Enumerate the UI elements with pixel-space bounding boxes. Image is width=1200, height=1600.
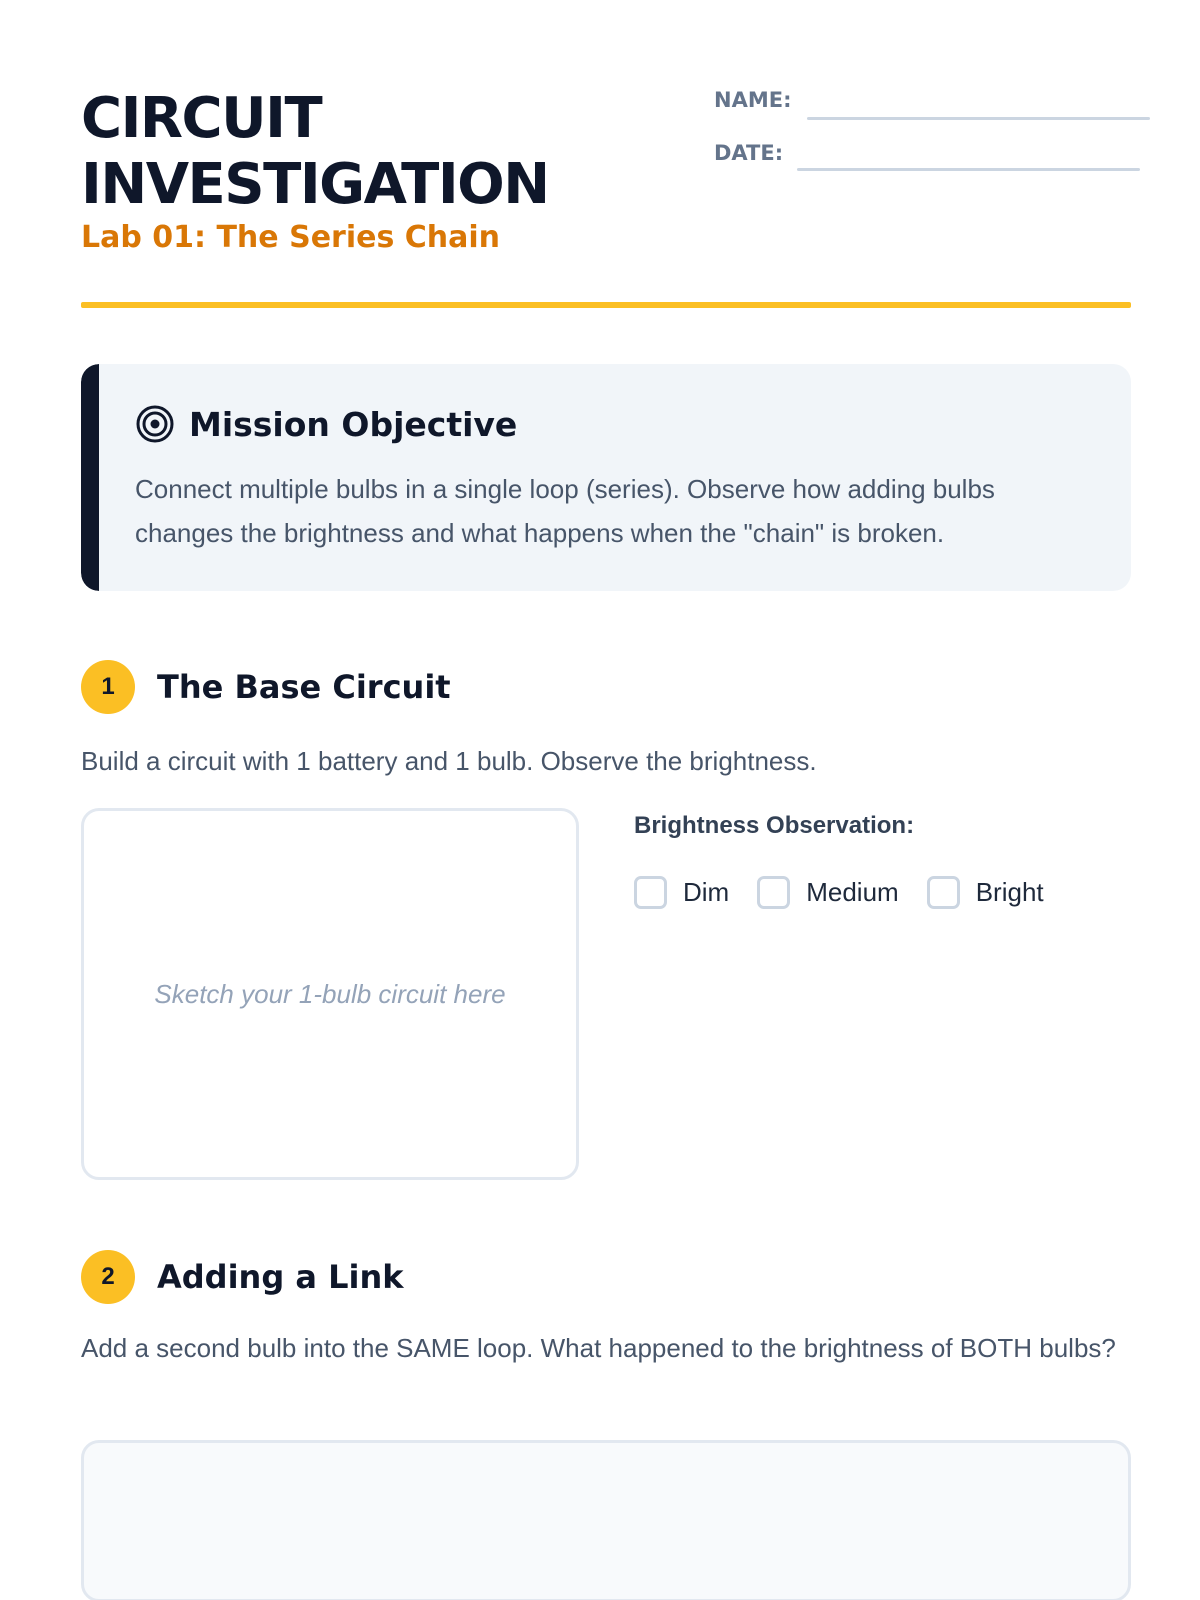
lab-subtitle: Lab 01: The Series Chain [81,220,501,255]
title-line-2: INVESTIGATION [81,152,549,217]
sketch-hint: Sketch your 1-bulb circuit here [154,978,506,1009]
mission-objective-card [81,364,1131,591]
step-1-badge: 1 [81,660,135,714]
checkbox-medium[interactable] [757,876,790,909]
objective-text: Connect multiple bulbs in a single loop (series). Observe how adding bulbs changes the brightness and what happens when the "chain" is broken. [135,474,995,548]
title-line-1: CIRCUIT [81,86,322,151]
header-divider [81,302,1131,308]
name-label: NAME: [714,88,792,112]
name-field[interactable] [807,117,1150,120]
date-field[interactable] [797,168,1140,171]
step-2-badge: 2 [81,1250,135,1304]
step-2-title: Adding a Link [157,1258,404,1296]
step-1-description: Build a circuit with 1 battery and 1 bulb. Observe the brightness. [81,746,817,776]
date-label: DATE: [714,141,784,165]
objective-title: Mission Objective [189,404,518,444]
name-row [714,86,1134,139]
option-dim-label: Dim [683,877,730,907]
brightness-observation [634,812,1072,909]
option-medium[interactable] [757,876,898,909]
target-icon [135,404,175,444]
observation-label: Brightness Observation: [634,812,915,839]
date-row [714,139,1134,192]
checkbox-dim[interactable] [634,876,667,909]
sketch-area[interactable] [81,808,579,1180]
brightness-options [634,876,1072,909]
option-bright[interactable] [927,876,1044,909]
step-2-description: Add a second bulb into the SAME loop. What happened to the brightness of BOTH bulbs? [81,1333,1116,1363]
step-1-title: The Base Circuit [157,668,451,706]
objective-heading [135,404,517,444]
answer-box[interactable] [81,1440,1131,1600]
checkbox-bright[interactable] [927,876,960,909]
student-info [714,86,1134,192]
step-1-heading [81,660,451,714]
step-2-heading [81,1250,404,1304]
option-bright-label: Bright [975,877,1044,907]
option-dim[interactable] [634,876,729,909]
option-medium-label: Medium [806,877,899,907]
